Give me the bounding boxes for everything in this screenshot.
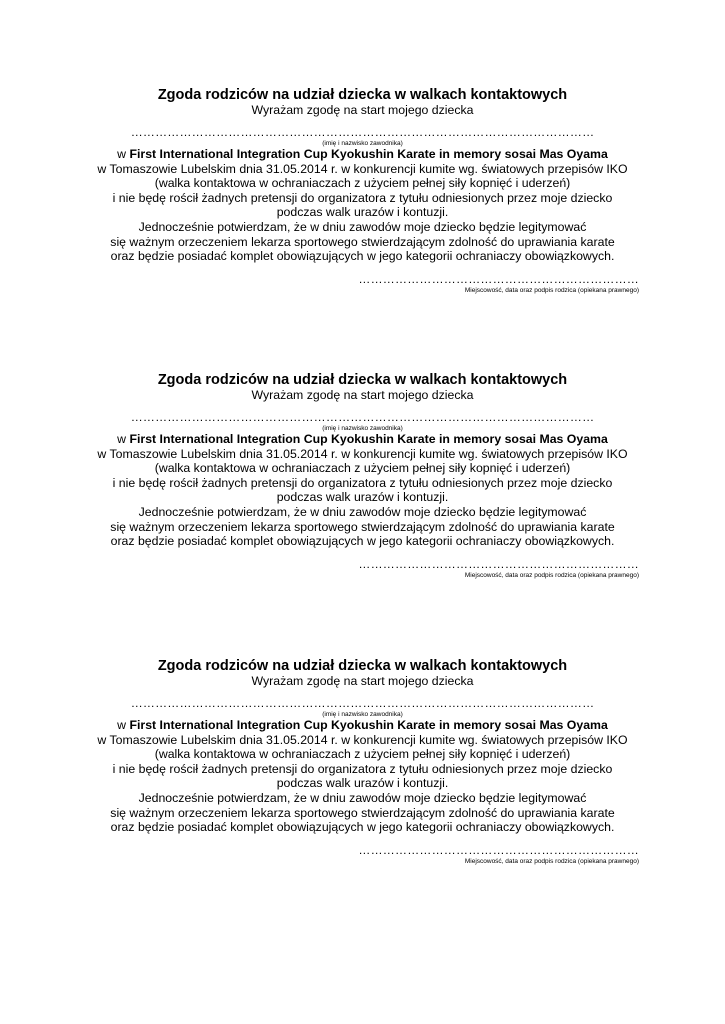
rules-line: (walka kontaktowa w ochraniaczach z użyciem pełnej siły kopnięć i uderzeń) <box>154 176 571 191</box>
medical-line: się ważnym orzeczeniem lekarza sportowego stwierdzającym zdolność do uprawiania karate <box>110 805 615 820</box>
rules-line: (walka kontaktowa w ochraniaczach z użyciem pełnej siły kopnięć i uderzeń) <box>154 461 571 476</box>
consent-body <box>0 432 725 549</box>
event-line <box>0 718 725 733</box>
consent-form-3 <box>0 657 725 887</box>
location-line: w Tomaszowie Lubelskim dnia 31.05.2014 r. w konkurencji kumite wg. światowych przepisów IKO <box>97 732 628 747</box>
form-title: Zgoda rodziców na udział dziecka w walkach kontaktowych <box>157 372 568 388</box>
medical-line: się ważnym orzeczeniem lekarza sportowego stwierdzającym zdolność do uprawiania karate <box>110 234 615 249</box>
event-prefix: w <box>117 432 130 446</box>
form-subtitle: Wyrażam zgodę na start mojego dziecka <box>251 388 474 402</box>
equipment-line: oraz będzie posiadać komplet obowiązujących w jego kategorii ochraniaczy obowiązkowych. <box>110 249 615 264</box>
form-subtitle: Wyrażam zgodę na start mojego dziecka <box>251 103 474 117</box>
consent-form-2 <box>0 371 725 601</box>
waiver-line-2: podczas walk urazów i kontuzji. <box>276 776 449 791</box>
location-line: w Tomaszowie Lubelskim dnia 31.05.2014 r. w konkurencji kumite wg. światowych przepisów IKO <box>97 161 628 176</box>
waiver-line: i nie będę rościł żadnych pretensji do organizatora z tytułu odniesionych przez moje dziecko <box>112 190 613 205</box>
athlete-name-caption: (imię i nazwisko zawodnika) <box>322 425 403 432</box>
waiver-line-2: podczas walk urazów i kontuzji. <box>276 205 449 220</box>
event-name: First International Integration Cup Kyokushin Karate in memory sosai Mas Oyama <box>129 147 608 161</box>
waiver-line: i nie będę rościł żadnych pretensji do organizatora z tytułu odniesionych przez moje dziecko <box>112 475 613 490</box>
rules-line: (walka kontaktowa w ochraniaczach z użyciem pełnej siły kopnięć i uderzeń) <box>154 747 571 762</box>
consent-form-1 <box>0 86 725 316</box>
form-title: Zgoda rodziców na udział dziecka w walkach kontaktowych <box>157 87 568 103</box>
equipment-line: oraz będzie posiadać komplet obowiązujących w jego kategorii ochraniaczy obowiązkowych. <box>110 820 615 835</box>
confirmation-line: Jednocześnie potwierdzam, że w dniu zawodów moje dziecko będzie legitymować <box>138 504 587 519</box>
athlete-name-caption: (imię i nazwisko zawodnika) <box>322 140 403 147</box>
event-name: First International Integration Cup Kyokushin Karate in memory sosai Mas Oyama <box>129 432 608 446</box>
signature-caption: Miejscowość, data oraz podpis rodzica (opiekana prawnego) <box>464 287 639 294</box>
confirmation-line: Jednocześnie potwierdzam, że w dniu zawodów moje dziecko będzie legitymować <box>138 790 587 805</box>
event-name: First International Integration Cup Kyokushin Karate in memory sosai Mas Oyama <box>129 718 608 732</box>
signature-field[interactable]: …………………………………………………………… <box>358 843 639 857</box>
athlete-name-field[interactable]: …………………………………………………………………………………………………… <box>130 125 595 139</box>
signature-field[interactable]: …………………………………………………………… <box>358 557 639 571</box>
form-title: Zgoda rodziców na udział dziecka w walkach kontaktowych <box>157 658 568 674</box>
athlete-name-caption: (imię i nazwisko zawodnika) <box>322 711 403 718</box>
event-line <box>0 432 725 447</box>
signature-field[interactable]: …………………………………………………………… <box>358 272 639 286</box>
waiver-line-2: podczas walk urazów i kontuzji. <box>276 490 449 505</box>
consent-body <box>0 718 725 835</box>
consent-body <box>0 147 725 264</box>
medical-line: się ważnym orzeczeniem lekarza sportowego stwierdzającym zdolność do uprawiania karate <box>110 519 615 534</box>
confirmation-line: Jednocześnie potwierdzam, że w dniu zawodów moje dziecko będzie legitymować <box>138 219 587 234</box>
event-prefix: w <box>117 718 130 732</box>
event-prefix: w <box>117 147 130 161</box>
location-line: w Tomaszowie Lubelskim dnia 31.05.2014 r. w konkurencji kumite wg. światowych przepisów IKO <box>97 446 628 461</box>
equipment-line: oraz będzie posiadać komplet obowiązujących w jego kategorii ochraniaczy obowiązkowych. <box>110 534 615 549</box>
athlete-name-field[interactable]: …………………………………………………………………………………………………… <box>130 696 595 710</box>
signature-caption: Miejscowość, data oraz podpis rodzica (opiekana prawnego) <box>464 858 639 865</box>
event-line <box>0 147 725 162</box>
form-subtitle: Wyrażam zgodę na start mojego dziecka <box>251 674 474 688</box>
athlete-name-field[interactable]: …………………………………………………………………………………………………… <box>130 410 595 424</box>
waiver-line: i nie będę rościł żadnych pretensji do organizatora z tytułu odniesionych przez moje dziecko <box>112 761 613 776</box>
signature-caption: Miejscowość, data oraz podpis rodzica (opiekana prawnego) <box>464 572 639 579</box>
